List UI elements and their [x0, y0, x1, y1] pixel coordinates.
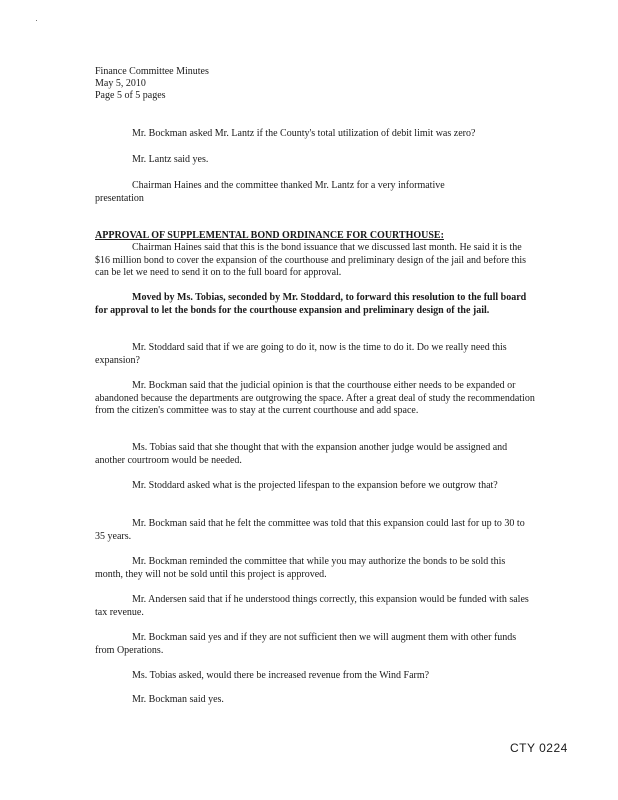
discussion-paragraph: Mr. Stoddard asked what is the projected lifespan to the expansion before we outgrow that? [132, 480, 498, 491]
discussion-paragraph: Ms. Tobias said that she thought that with the expansion another judge would be assigned and another courtroom would be needed. [95, 442, 508, 466]
discussion-paragraph: Mr. Bockman said that the judicial opinion is that the courthouse either needs to be expanded or abandoned because the departments are outgrowing the space. After a great deal of study the recommendation from the citizen's committee was to stay at the current courthouse and add space. [95, 380, 535, 416]
bates-stamp: CTY 0224 [510, 741, 568, 755]
discussion-paragraph: Mr. Andersen said that if he understood things correctly, this expansion would be funded with sales tax revenue. [95, 594, 529, 618]
discussion-paragraph: Mr. Stoddard said that if we are going to do it, now is the time to do it. Do we really need this expansion? [95, 342, 507, 366]
discussion-paragraph: Mr. Bockman said that he felt the committee was told that this expansion could last for up to 30 to 35 years. [95, 518, 525, 542]
motion-text: Moved by Ms. Tobias, seconded by Mr. Stoddard, to forward this resolution to the full board for approval to let the bonds for the courthouse expansion and preliminary design of the jail. [95, 292, 527, 316]
discussion-paragraph: Mr. Bockman said yes. [132, 694, 224, 705]
paragraph: Chairman Haines and the committee thanked Mr. Lantz for a very informative presentation [95, 180, 445, 204]
paragraph: Mr. Lantz said yes. [132, 154, 209, 165]
discussion-paragraph: Mr. Bockman reminded the committee that while you may authorize the bonds to be sold this month, they will not be sold until this project is approved. [95, 556, 506, 580]
section-intro: Chairman Haines said that this is the bond issuance that we discussed last month. He said it is the $16 million bond to cover the expansion of the courthouse and preliminary design of the jail and before this can be let we need to send it on to the full board for approval. [95, 242, 527, 278]
document-header [95, 66, 209, 102]
scan-speck [36, 20, 37, 21]
section-heading: APPROVAL OF SUPPLEMENTAL BOND ORDINANCE FOR COURTHOUSE: [95, 230, 444, 241]
paragraph: Mr. Bockman asked Mr. Lantz if the County's total utilization of debit limit was zero? [132, 128, 476, 139]
discussion-paragraph: Mr. Bockman said yes and if they are not sufficient then we will augment them with other funds from Operations. [95, 632, 517, 656]
header-date: May 5, 2010 [95, 78, 146, 89]
discussion-paragraph: Ms. Tobias asked, would there be increased revenue from the Wind Farm? [132, 670, 430, 681]
header-page-number: Page 5 of 5 pages [95, 90, 166, 101]
header-title: Finance Committee Minutes [95, 66, 209, 77]
